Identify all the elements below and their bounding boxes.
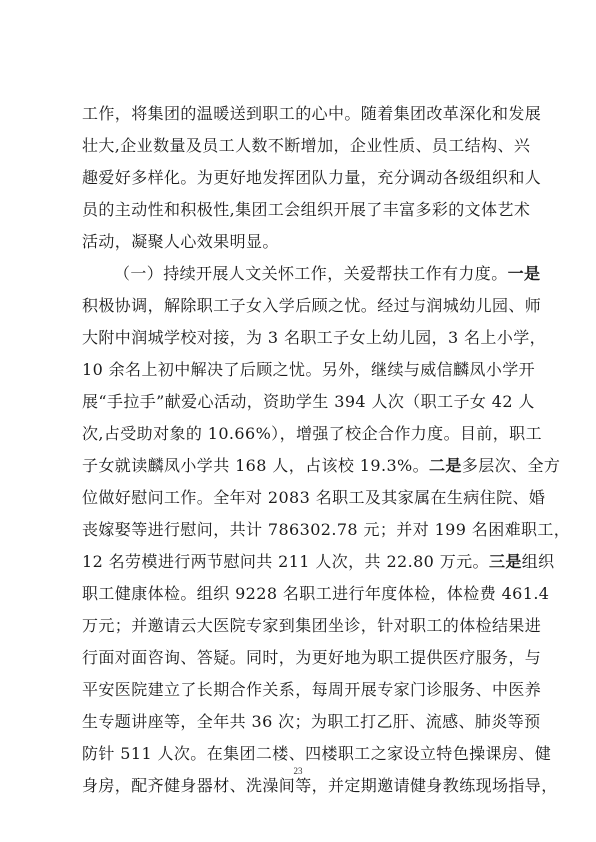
text-segment: 多层次、全方 bbox=[461, 456, 561, 475]
text-line: 职工健康体检。组织 9228 名职工进行年度体检，体检费 461.4 bbox=[82, 584, 550, 603]
text-line: 大附中润城学校对接，为 3 名职工子女上幼儿园，3 名上小学， bbox=[82, 328, 547, 347]
text-line: 身房，配齐健身器材、洗澡间等，并定期邀请健身教练现场指导， bbox=[82, 776, 558, 795]
text-line: 丧嫁娶等进行慰问，共计 786302.78 元；并对 199 名困难职工， bbox=[82, 520, 571, 539]
text-line: 展“手拉手”献爱心活动，资助学生 394 人次（职工子女 42 人 bbox=[82, 392, 535, 411]
emphasis-first: 一是 bbox=[507, 264, 541, 283]
text-line bbox=[82, 546, 555, 578]
emphasis-third: 三是 bbox=[488, 552, 522, 571]
text-line: 积极协调，解除职工子女入学后顾之忧。经过与润城幼儿园、师 bbox=[82, 296, 542, 315]
text-segment: 组织 bbox=[521, 552, 555, 571]
text-line: 活动，凝聚人心效果明显。 bbox=[82, 232, 279, 251]
text-line: 工作，将集团的温暖送到职工的心中。随着集团改革深化和发展 bbox=[82, 104, 542, 123]
text-line: 趣爱好多样化。为更好地发挥团队力量，充分调动各级组织和人 bbox=[82, 168, 542, 187]
text-line: 行面对面咨询、答疑。同时，为更好地为职工提供医疗服务，与 bbox=[82, 648, 542, 667]
text-line: 平安医院建立了长期合作关系，每周开展专家门诊服务、中医养 bbox=[82, 680, 542, 699]
page-number: 23 bbox=[293, 766, 303, 776]
text-line bbox=[82, 450, 561, 482]
section-heading-line bbox=[82, 258, 541, 290]
text-line: 壮大,企业数量及员工人数不断增加，企业性质、员工结构、兴 bbox=[82, 136, 531, 155]
text-line: 员的主动性和积极性,集团工会组织开展了丰富多彩的文体艺术 bbox=[82, 200, 531, 219]
text-segment: 12 名劳模进行两节慰问共 211 人次，共 22.80 万元。 bbox=[82, 552, 489, 571]
emphasis-second: 二是 bbox=[429, 456, 462, 475]
text-line: 生专题讲座等，全年共 36 次；为职工打乙肝、流感、肺炎等预 bbox=[82, 712, 541, 731]
text-line: 次,占受助对象的 10.66%），增强了校企合作力度。目前，职工 bbox=[82, 424, 542, 443]
body-text bbox=[82, 98, 571, 802]
text-line: 10 余名上初中解决了后顾之忧。另外，继续与威信麟凤小学开 bbox=[82, 360, 536, 379]
text-line: 万元；并邀请云大医院专家到集团坐诊，针对职工的体检结果进 bbox=[82, 616, 542, 635]
section-heading: （一）持续开展人文关怀工作，关爱帮扶工作有力度。 bbox=[114, 264, 508, 283]
text-line: 防针 511 人次。在集团二楼、四楼职工之家设立特色操课房、健 bbox=[82, 744, 552, 763]
text-line: 位做好慰问工作。全年对 2083 名职工及其家属在生病住院、婚 bbox=[82, 488, 546, 507]
text-segment: 子女就读麟凤小学共 168 人，占该校 19.3%。 bbox=[82, 456, 430, 475]
